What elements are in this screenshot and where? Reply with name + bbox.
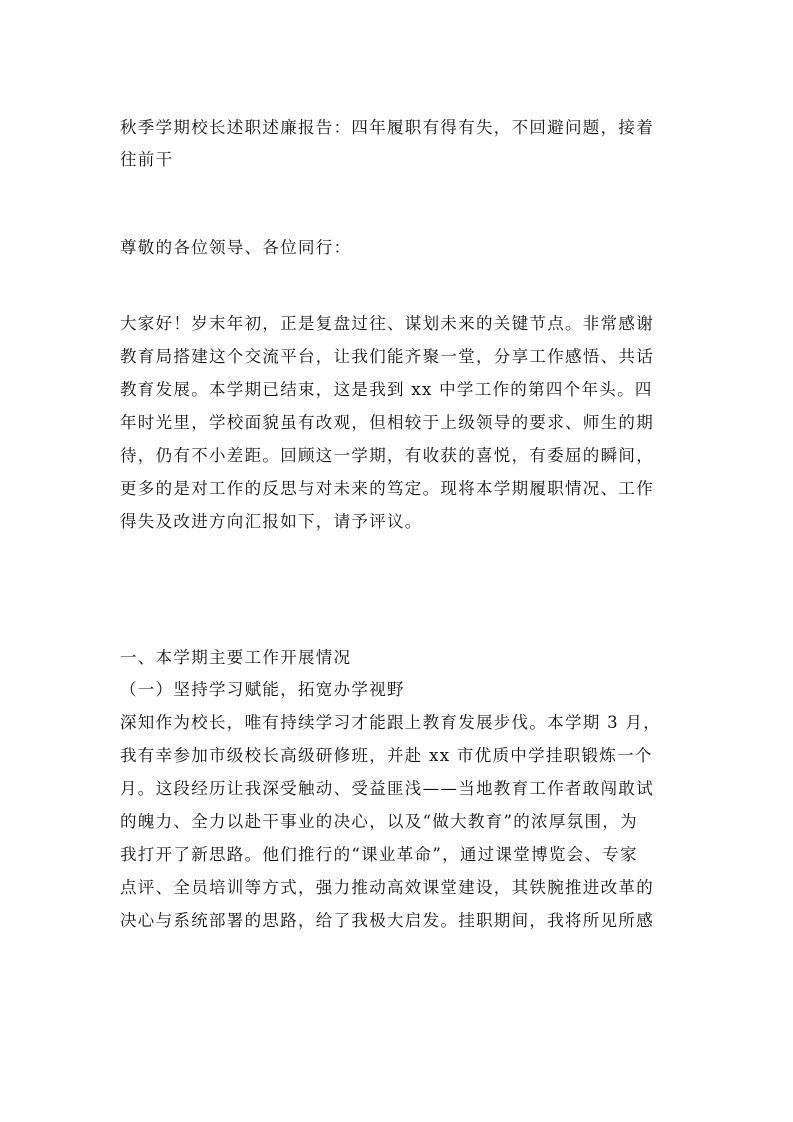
intro-line: 待，仍有不小差距。回顾这一学期，有收获的喜悦，有委屈的瞬间， [120,446,654,465]
body-line: 决心与系统部署的思路，给了我极大启发。挂职期间，我将所见所感 [120,911,654,930]
intro-line: 教育发展。本学期已结束，这是我到 xx 中学工作的第四个年头。四 [120,380,653,399]
intro-line: 年时光里，学校面貌虽有改观，但相较于上级领导的要求、师生的期 [120,413,654,432]
document-title-line-1: 秋季学期校长述职述廉报告：四年履职有得有失，不回避问题，接着 [120,118,654,137]
body-line: 月。这段经历让我深受触动、受益匪浅——当地教育工作者敢闯敢试 [120,779,654,798]
body-line: 我打开了新思路。他们推行的“课业革命”，通过课堂博览会、专家 [120,845,638,864]
intro-line: 大家好！岁末年初，正是复盘过往、谋划未来的关键节点。非常感谢 [120,314,654,333]
intro-line: 教育局搭建这个交流平台，让我们能齐聚一堂，分享工作感悟、共话 [120,347,654,366]
intro-line: 更多的是对工作的反思与对未来的笃定。现将本学期履职情况、工作 [120,479,654,498]
body-line: 深知作为校长，唯有持续学习才能跟上教育发展步伐。本学期 3 月， [120,713,662,732]
salutation: 尊敬的各位领导、各位同行： [120,238,352,257]
section-heading: 一、本学期主要工作开展情况 [120,648,352,667]
subsection-heading: （一）坚持学习赋能，拓宽办学视野 [120,680,405,699]
body-line: 的魄力、全力以赴干事业的决心，以及“做大教育”的浓厚氛围，为 [120,812,638,831]
body-line: 我有幸参加市级校长高级研修班，并赴 xx 市优质中学挂职锻炼一个 [120,746,653,765]
body-line: 点评、全员培训等方式，强力推动高效课堂建设，其铁腕推进改革的 [120,878,654,897]
document-title-line-2: 往前干 [120,150,174,169]
intro-line: 得失及改进方向汇报如下，请予评议。 [120,512,423,531]
